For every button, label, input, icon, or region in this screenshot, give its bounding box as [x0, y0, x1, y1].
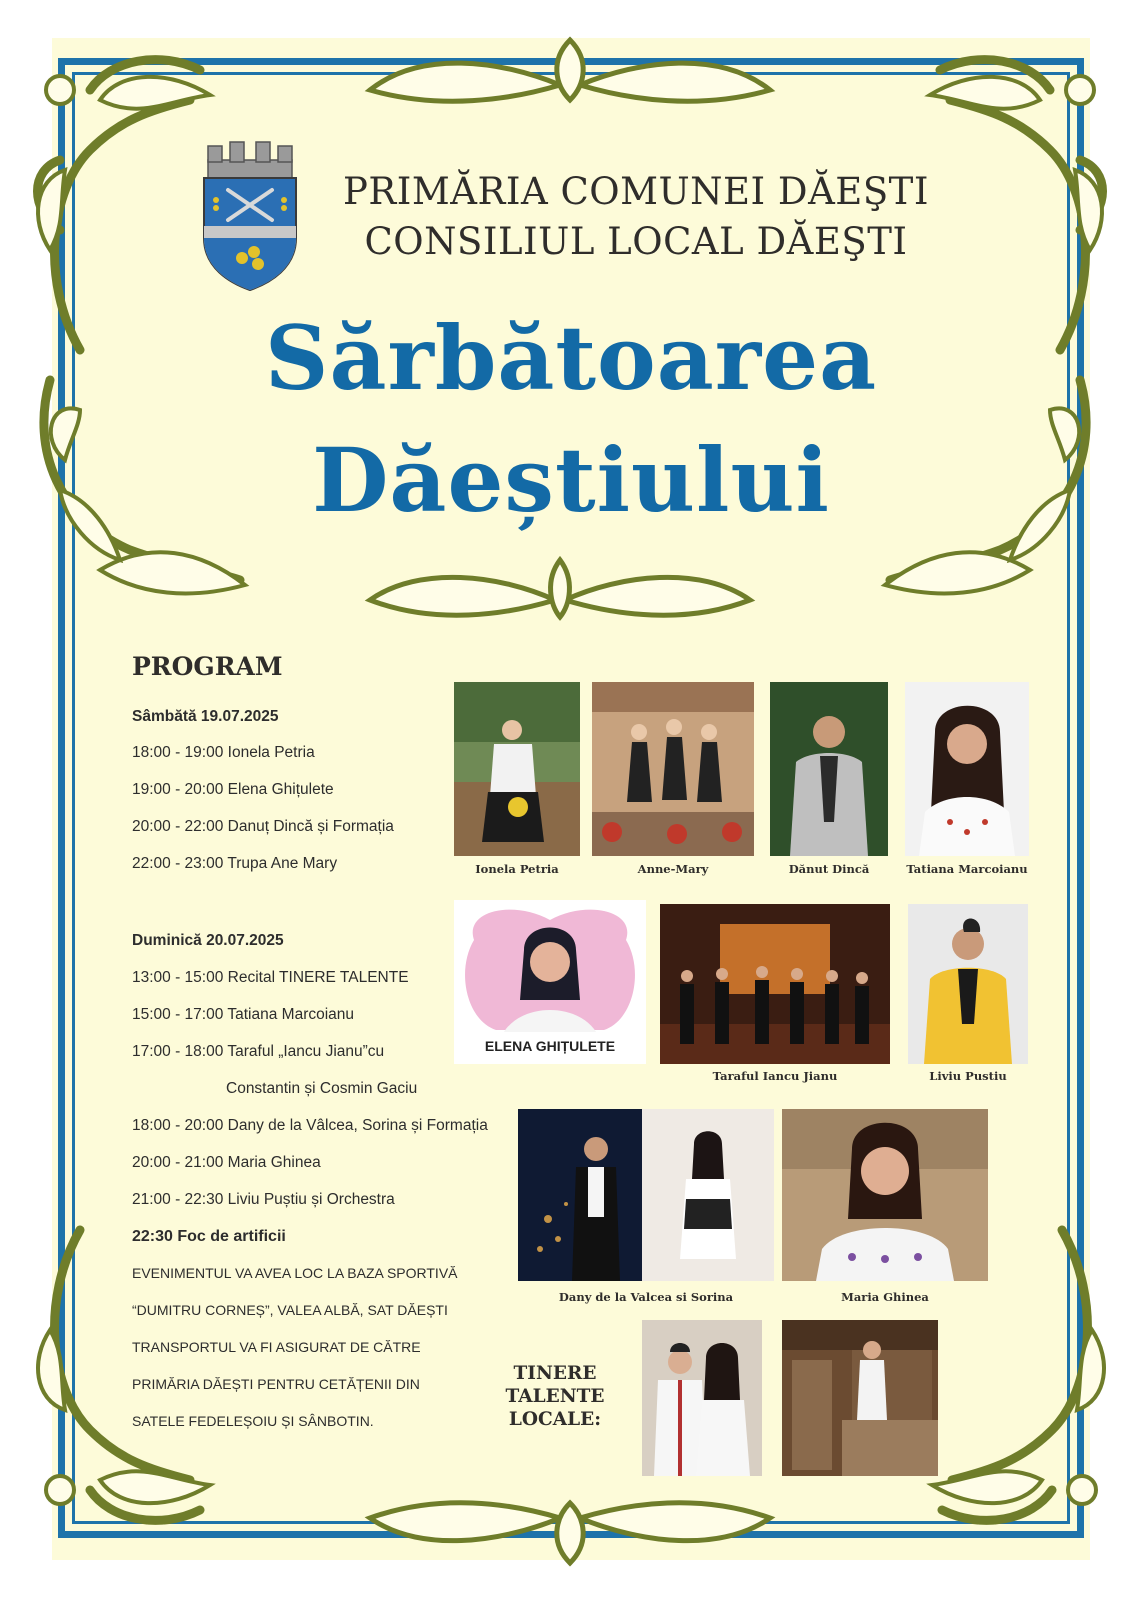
fireworks-item: 22:30 Foc de artificii [132, 1228, 286, 1245]
photo-maria-ghinea [782, 1109, 988, 1281]
photo-danut-dinca [770, 682, 888, 856]
photo-young-talent-house [782, 1320, 938, 1476]
saturday-date: Sâmbătă 19.07.2025 [132, 708, 279, 725]
schedule-item: 18:00 - 20:00 Dany de la Vâlcea, Sorina și Formația [132, 1117, 488, 1134]
note-line: “DUMITRU CORNEȘ”, VALEA ALBĂ, SAT DĂEȘTI [132, 1302, 448, 1318]
tinere-line-2: TALENTE [505, 1386, 605, 1407]
bottom-center-ornament [360, 1488, 780, 1568]
caption-maria-ghinea: Maria Ghinea [841, 1290, 929, 1304]
tinere-line-3: LOCALE: [508, 1409, 602, 1430]
schedule-item: 20:00 - 22:00 Danuț Dincă și Formația [132, 818, 394, 835]
photo-young-talents-duo [642, 1320, 762, 1476]
sunday-date: Duminică 20.07.2025 [132, 932, 284, 949]
top-center-ornament [360, 30, 780, 120]
caption-anne-mary: Anne-Mary [637, 862, 709, 876]
photo-anne-mary [592, 682, 754, 856]
schedule-item: 20:00 - 21:00 Maria Ghinea [132, 1154, 321, 1171]
tinere-line-1: TINERE [513, 1363, 597, 1384]
caption-liviu-pustiu: Liviu Pustiu [929, 1069, 1007, 1083]
tinere-talente-locale-label [500, 1362, 610, 1431]
header-line-1: PRIMĂRIA COMUNEI DĂEŞTI [343, 170, 929, 213]
coat-of-arms [200, 138, 300, 292]
photo-ionela-petria [454, 682, 580, 856]
schedule-item: 21:00 - 22:30 Liviu Puștiu și Orchestra [132, 1191, 395, 1208]
label-elena-ghitulete: ELENA GHIȚULETE [484, 1038, 616, 1054]
photo-liviu-pustiu [908, 904, 1028, 1064]
note-line: SATELE FEDELEȘOIU ȘI SÂNBOTIN. [132, 1413, 374, 1429]
center-divider-ornament [360, 555, 760, 635]
caption-danut-dinca: Dănut Dincă [788, 862, 870, 876]
note-line: TRANSPORTUL VA FI ASIGURAT DE CĂTRE [132, 1339, 421, 1355]
schedule-item: 15:00 - 17:00 Tatiana Marcoianu [132, 1006, 355, 1023]
caption-dany-de-la-valcea-si-sorina: Dany de la Valcea si Sorina [558, 1290, 734, 1304]
schedule-item: 13:00 - 15:00 Recital TINERE TALENTE [132, 969, 409, 986]
photo-dany-de-la-valcea-si-sorina [518, 1109, 774, 1281]
note-line: EVENIMENTUL VA AVEA LOC LA BAZA SPORTIVĂ [132, 1265, 458, 1281]
schedule-item: 22:00 - 23:00 Trupa Ane Mary [132, 855, 338, 872]
program-heading: PROGRAM [132, 652, 283, 681]
event-title-line-1: Sărbătoarea [264, 306, 878, 410]
caption-tatiana-marcoianu: Tatiana Marcoianu [906, 862, 1028, 876]
schedule-item-continued: Constantin și Cosmin Gaciu [226, 1080, 418, 1097]
note-line: PRIMĂRIA DĂEȘTI PENTRU CETĂȚENII DIN [132, 1376, 420, 1392]
schedule-item: 19:00 - 20:00 Elena Ghițulete [132, 781, 334, 798]
header-line-2: CONSILIUL LOCAL DĂEŞTI [364, 220, 908, 263]
caption-ionela-petria: Ionela Petria [475, 862, 559, 876]
caption-taraful-iancu-jianu: Taraful Iancu Jianu [712, 1069, 838, 1083]
schedule-item: 17:00 - 18:00 Taraful „Iancu Jianu”cu [132, 1043, 385, 1060]
photo-tatiana-marcoianu [905, 682, 1029, 856]
event-title-line-2: Dăeștiului [312, 428, 830, 532]
photo-taraful-iancu-jianu [660, 904, 890, 1064]
schedule-item: 18:00 - 19:00 Ionela Petria [132, 744, 315, 761]
